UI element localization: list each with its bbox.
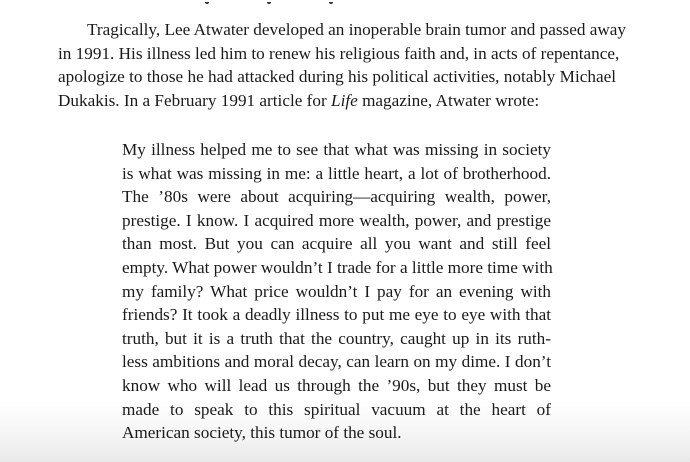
quote-line: truth, but it is a truth that the country, caught up in its ruth-	[122, 328, 551, 348]
quote-line: my family? What price wouldn’t I pay for an evening with	[122, 281, 551, 301]
quote-line: than most. But you can acquire all you want and still feel	[122, 234, 551, 254]
paragraph-line-3: apologize to those he had attacked during his political activities, notably Michael	[58, 67, 616, 87]
body-paragraph	[58, 18, 626, 112]
quote-line: The ’80s were about acquiring—acquiring wealth, power,	[122, 187, 551, 207]
paragraph-line-2: in 1991. His illness led him to renew his religious faith and, in acts of repentance,	[58, 43, 620, 63]
quote-line: less ambitions and moral decay, can learn on my dime. I don’t	[122, 352, 551, 372]
quote-line: made to speak to this spiritual vacuum at the heart of	[122, 399, 551, 419]
cut-off-previous-line	[205, 0, 405, 5]
quote-line: is what was missing in me: a little heart, a lot of brotherhood.	[122, 163, 551, 183]
quote-line: My illness helped me to see that what was missing in society	[122, 140, 551, 159]
quote-line: empty. What power wouldn’t I trade for a little more time with	[122, 257, 553, 277]
paragraph-line-4	[58, 89, 616, 113]
quote-line: friends? It took a deadly illness to put me eye to eye with that	[122, 305, 551, 325]
magazine-title: Life	[331, 90, 358, 110]
quote-line: American society, this tumor of the soul.	[122, 423, 402, 443]
paragraph-line-4-start: Dukakis. In a February 1991 article for	[58, 90, 332, 110]
paragraph-line-4-end: magazine, Atwater wrote:	[357, 90, 540, 110]
quote-line: know who will lead us through the ’90s, but they must be	[122, 375, 551, 395]
paragraph-line-1: Tragically, Lee Atwater developed an inoperable brain tumor and passed away	[87, 20, 626, 39]
quote-line: prestige. I know. I acquired more wealth, power, and prestige	[122, 210, 551, 230]
block-quote	[122, 138, 551, 445]
